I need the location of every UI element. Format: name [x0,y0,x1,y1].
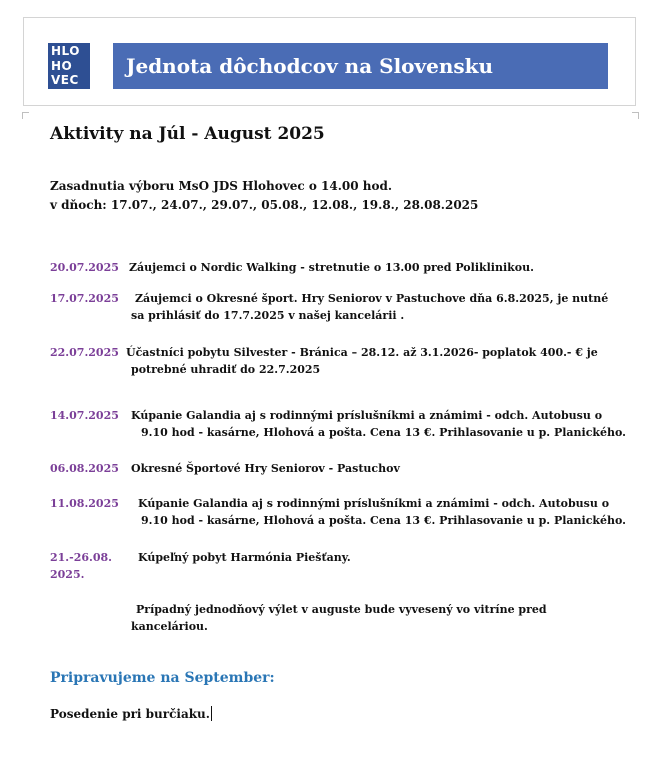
event-line: Záujemci o Nordic Walking - stretnutie o 13.00 pred Poliklinikou. [129,261,534,274]
event-text [131,460,400,477]
margin-mark-left [22,112,29,119]
event-date: 11.08.2025 [50,497,119,510]
page-title: Aktivity na Júl - August 2025 [50,124,325,144]
trip-note [131,601,547,635]
event-text [138,495,626,529]
logo-line: VEC [51,73,79,87]
logo-line: HLO [51,44,80,58]
event-text [131,290,608,324]
event-line: 9.10 hod - kasárne, Hlohová a pošta. Cena 13 €. Prihlasovanie u p. Planického. [141,514,627,527]
event-line: Záujemci o Okresné šport. Hry Seniorov v Pastuchove dňa 6.8.2025, je nutné [135,292,609,305]
event-text [129,259,534,276]
event-line: Kúpanie Galandia aj s rodinnými príslušníkmi a známimi - odch. Autobusu o [131,409,603,422]
upcoming-text-wrap[interactable] [50,706,212,721]
meeting-line: v dňoch: 17.07., 24.07., 29.07., 05.08., 12.08., 19.8., 28.08.2025 [50,198,479,212]
note-line: Prípadný jednodňový výlet v auguste bude vyvesený vo vitríne pred [136,603,547,616]
event-line: Kúpanie Galandia aj s rodinnými príslušníkmi a známimi - odch. Autobusu o [138,497,610,510]
upcoming-heading: Pripravujeme na September: [50,670,275,686]
upcoming-text: Posedenie pri burčiaku. [50,707,210,721]
meeting-line: Zasadnutia výboru MsO JDS Hlohovec o 14.00 hod. [50,179,393,193]
event-line: Účastníci pobytu Silvester - Bránica – 28.12. až 3.1.2026- poplatok 400.- € je [126,346,598,359]
event-date: 20.07.2025 [50,261,119,274]
event-text [126,344,598,378]
event-date: 14.07.2025 [50,409,119,422]
event-line: sa prihlásiť do 17.7.2025 v našej kancelárii . [131,309,405,322]
event-date [50,549,112,583]
logo-line: HO [51,58,73,73]
margin-mark-right [632,112,639,119]
event-date-line: 21.-26.08. [50,551,112,564]
meeting-info [50,177,478,215]
event-date-line: 2025. [50,568,85,581]
event-date: 06.08.2025 [50,462,119,475]
hlohovec-logo [48,43,90,89]
event-date: 22.07.2025 [50,346,119,359]
event-line: Okresné Športové Hry Seniorov - Pastuchov [131,462,400,475]
event-text [131,407,626,441]
header-banner: Jednota dôchodcov na Slovensku [113,43,608,89]
event-line: 9.10 hod - kasárne, Hlohová a pošta. Cena 13 €. Prihlasovanie u p. Planického. [141,426,627,439]
text-cursor [211,706,212,721]
event-text [138,549,351,566]
event-line: Kúpeľný pobyt Harmónia Piešťany. [138,551,351,564]
note-line: kanceláriou. [131,620,208,633]
event-date: 17.07.2025 [50,292,119,305]
event-line: potrebné uhradiť do 22.7.2025 [131,363,321,376]
